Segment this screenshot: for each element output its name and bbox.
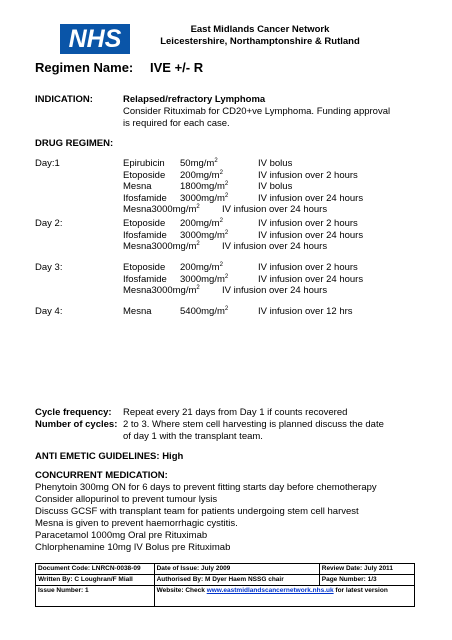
regimen-name: IVE +/- R: [150, 60, 204, 75]
drug-route: IV infusion over 12 hrs: [258, 306, 353, 317]
drug-name: Ifosfamide: [123, 273, 167, 285]
drug-name: Etoposide: [123, 262, 166, 273]
drug-name: Etoposide: [123, 218, 166, 229]
issue-number: Issue Number: 1: [36, 586, 155, 607]
number-of-cycles-value: 2 to 3. Where stem cell harvesting is planned discuss the date: [123, 419, 384, 430]
concurrent-item: Paracetamol 1000mg Oral pre Rituximab: [35, 530, 208, 541]
document-code: Document Code: LNRCN-0038-09: [36, 564, 155, 575]
review-date: Review Date: July 2011: [319, 564, 414, 575]
concurrent-medication-label: CONCURRENT MEDICATION:: [35, 470, 168, 481]
cycle-frequency-value: Repeat every 21 days from Day 1 if counts recovered: [123, 407, 348, 418]
anti-emetic-guidelines: ANTI EMETIC GUIDELINES: High: [35, 451, 184, 462]
authorised-by: Authorised By: M Dyer Haem NSSG chair: [154, 575, 319, 586]
day-label: Day 4:: [35, 306, 63, 317]
concurrent-item: Consider allopurinol to prevent tumour lysis: [35, 494, 218, 505]
drug-name: Epirubicin: [123, 158, 165, 169]
drug-dose: $3000mg/m^2$: [180, 273, 229, 285]
network-region: Leicestershire, Northamptonshire & Rutland: [160, 36, 360, 47]
drug-dose: $3000mg/m^2$: [180, 192, 229, 204]
date-of-issue: Date of Issue: July 2009: [154, 564, 319, 575]
drug-name: $Mesna3000mg/m^2$: [123, 240, 200, 252]
drug-route: IV infusion over 24 hours: [258, 273, 364, 285]
concurrent-item: Chlorphenamine 10mg IV Bolus pre Rituximab: [35, 542, 231, 553]
drug-route: IV infusion over 24 hours: [222, 285, 328, 296]
drug-name: Mesna: [123, 181, 152, 192]
nhs-logo: NHS: [60, 24, 130, 54]
drug-route: IV infusion over 24 hours: [258, 229, 364, 241]
drug-route: IV infusion over 2 hours: [258, 218, 358, 229]
drug-route: IV infusion over 24 hours: [222, 204, 328, 215]
network-header: [135, 24, 385, 48]
drug-name: $Mesna3000mg/m^2$: [123, 284, 200, 296]
drug-dose: $200mg/m^2$: [180, 261, 223, 273]
indication-line1: Consider Rituximab for CD20+ve Lymphoma. Funding approval: [123, 106, 391, 117]
drug-dose: $200mg/m^2$: [180, 169, 223, 181]
drug-route: IV infusion over 2 hours: [258, 169, 358, 181]
page-number: Page Number: 1/3: [319, 575, 414, 586]
indication-line2: is required for each case.: [123, 118, 230, 129]
number-of-cycles-value-2: of day 1 with the transplant team.: [123, 431, 263, 442]
drug-name: Ifosfamide: [123, 192, 167, 204]
drug-dose: $50mg/m^2$: [180, 157, 218, 169]
drug-route: IV infusion over 2 hours: [258, 262, 358, 273]
drug-route: IV bolus: [258, 158, 293, 169]
website-link[interactable]: www.eastmidlandscancernetwork.nhs.uk: [206, 587, 334, 594]
drug-dose: $200mg/m^2$: [180, 217, 223, 229]
network-name: East Midlands Cancer Network: [190, 24, 330, 35]
drug-regimen-label: DRUG REGIMEN:: [35, 138, 114, 149]
drug-name: Ifosfamide: [123, 229, 167, 241]
concurrent-item: Mesna is given to prevent haemorrhagic cystitis.: [35, 518, 238, 529]
drug-name: Etoposide: [123, 169, 166, 181]
drug-route: IV infusion over 24 hours: [258, 192, 364, 204]
day-label: Day 3:: [35, 262, 63, 273]
drug-dose: $5400mg/m^2$: [180, 305, 229, 317]
indication-title: Relapsed/refractory Lymphoma: [123, 94, 266, 105]
day-label: Day:1: [35, 158, 60, 169]
number-of-cycles-label: Number of cycles:: [35, 419, 118, 430]
drug-dose: $3000mg/m^2$: [180, 229, 229, 241]
concurrent-item: Phenytoin 300mg ON for 6 days to prevent fitting starts day before chemotherapy: [35, 482, 377, 493]
drug-dose: $1800mg/m^2$: [180, 180, 229, 192]
indication-label: INDICATION:: [35, 94, 93, 105]
cycle-frequency-label: Cycle frequency:: [35, 407, 112, 418]
concurrent-item: Discuss GCSF with transplant team for patients undergoing stem cell harvest: [35, 506, 359, 517]
drug-route: IV infusion over 24 hours: [222, 241, 328, 252]
day-label: Day 2:: [35, 218, 63, 229]
drug-name: $Mesna3000mg/m^2$: [123, 203, 200, 215]
document-footer: [35, 563, 415, 607]
drug-route: IV bolus: [258, 181, 293, 192]
written-by: Written By: C Loughran/F Miall: [36, 575, 155, 586]
website-note: Website: Check www.eastmidlandscancernetwork.nhs.uk for latest version: [154, 586, 414, 607]
regimen-label: Regimen Name:: [35, 60, 134, 75]
drug-name: Mesna: [123, 306, 152, 317]
